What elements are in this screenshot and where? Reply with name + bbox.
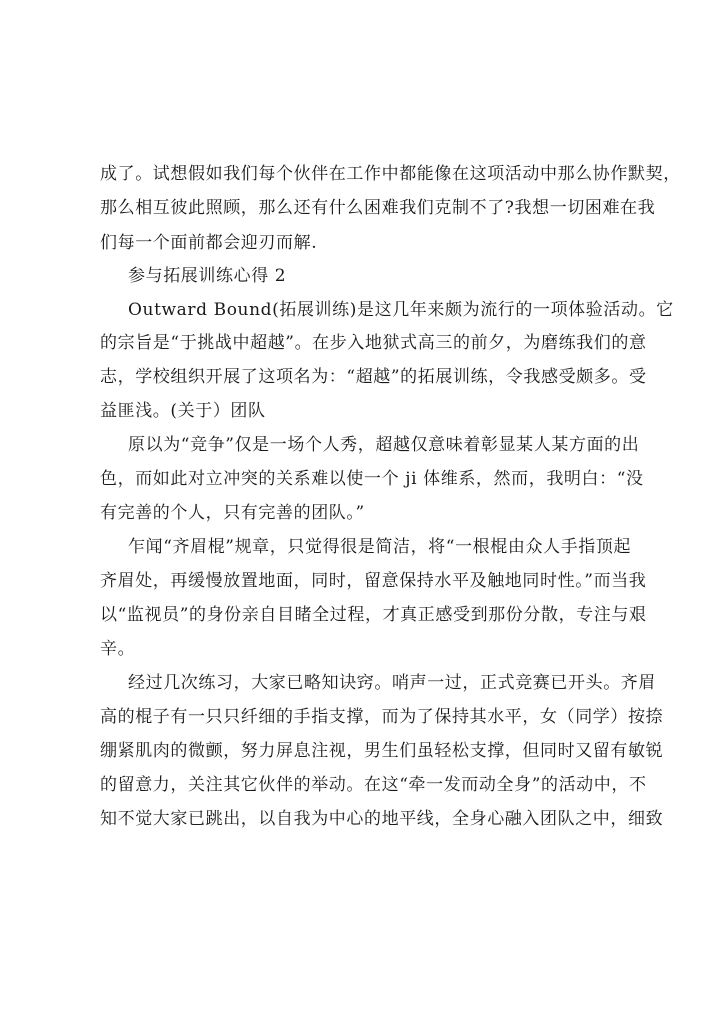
text-line: 乍闻“齐眉棍”规章，只觉得很是简洁，将“一根棍由众人手指顶起 — [128, 537, 632, 557]
text-line: 原以为“竞争”仅是一场个人秀，超越仅意味着彰显某人某方面的出 — [128, 435, 640, 455]
text-line: 志，学校组织开展了这项名为：“超越”的拓展训练，令我感受颇多。受 — [100, 367, 647, 387]
text-line: 益匪浅。(关于）团队 — [100, 401, 266, 421]
text-line: 辛。 — [100, 639, 136, 659]
text-line: 色，而如此对立冲突的关系难以使一个 ji 体维系，然而，我明白：“没 — [100, 469, 644, 489]
section-heading: 参与拓展训练心得 2 — [128, 266, 287, 286]
text-line: 高的棍子有一只只纤细的手指支撑，而为了保持其水平，女（同学）按捺 — [100, 707, 664, 727]
text-line: 的宗旨是“于挑战中超越”。在步入地狱式高三的前夕，为磨练我们的意 — [100, 333, 647, 353]
text-line: 以“监视员”的身份亲自目睹全过程，才真正感受到那份分散，专注与艰 — [100, 605, 647, 625]
text-line: 那么相互彼此照顾，那么还有什么困难我们克制不了?我想一切困难在我 — [100, 198, 656, 218]
text-line: 绷紧肌肉的微颤，努力屏息注视，男生们虽轻松支撑，但同时又留有敏锐 — [100, 741, 664, 761]
text-line: 经过几次练习，大家已略知诀窍。哨声一过，正式竞赛已开头。齐眉 — [128, 673, 656, 693]
text-line: 们每一个面前都会迎刃而解. — [100, 233, 318, 253]
text-line: 齐眉处，再缓慢放置地面，同时，留意保持水平及触地同时性。”而当我 — [100, 571, 647, 591]
text-line: 知不觉大家已跳出，以自我为中心的地平线，全身心融入团队之中，细致 — [100, 809, 664, 829]
text-line: 成了。试想假如我们每个伙伴在工作中都能像在这项活动中那么协作默契， — [100, 164, 681, 184]
text-line: 的留意力，关注其它伙伴的举动。在这“牵一发而动全身”的活动中，不 — [100, 775, 647, 795]
text-line: 有完善的个人，只有完善的团队。” — [100, 503, 365, 523]
text-line: Outward Bound(拓展训练)是这几年来颇为流行的一项体验活动。它 — [128, 300, 674, 320]
